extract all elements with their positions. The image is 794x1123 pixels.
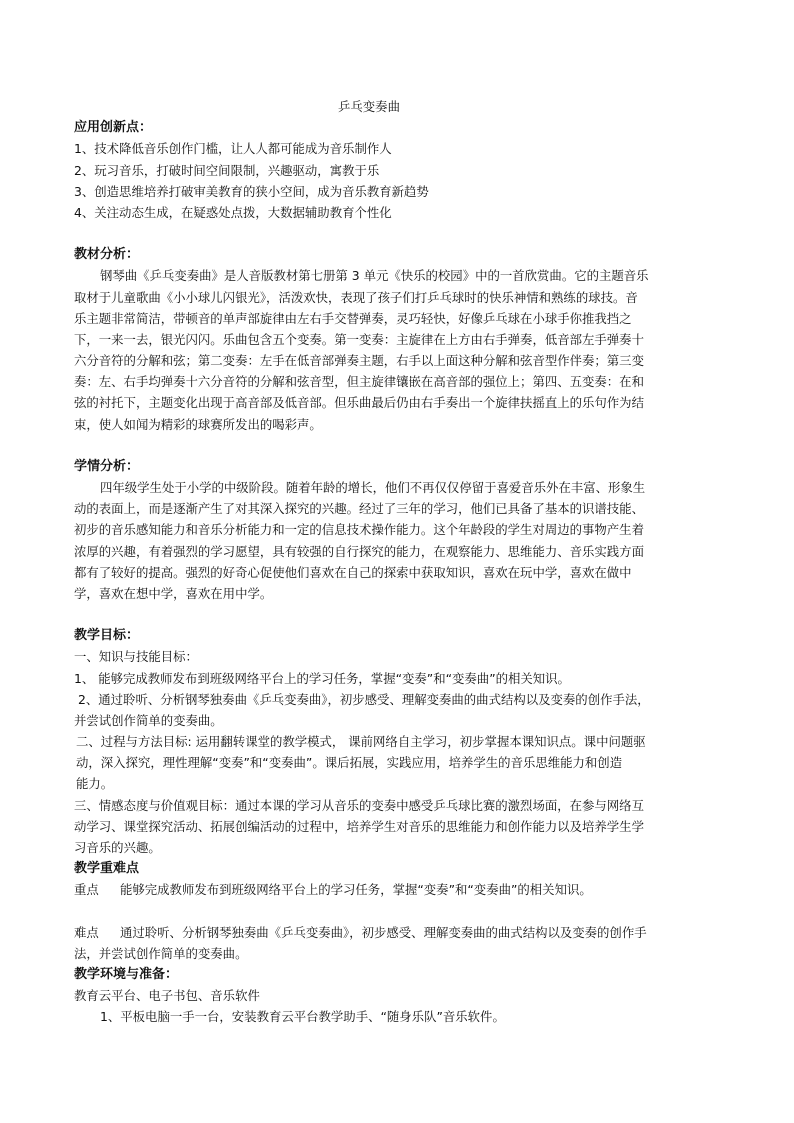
environment-line: 1、平板电脑一手一台，安装教育云平台教学助手、“随身乐队”音乐软件。 bbox=[100, 1009, 505, 1025]
environment-line: 教育云平台、电子书包、音乐软件 bbox=[74, 988, 260, 1004]
process-goal: 二、过程与方法目标: 运用翻转课堂的教学模式， 课前网络自主学习，初步掌握本课知识点。课中问题驱 bbox=[76, 734, 646, 750]
material-line: 弦的衬托下，主题变化出现于高音部及低音部。但乐曲最后仍由右手奏出一个旋律扶摇直上的乐句作为结 bbox=[74, 395, 644, 411]
spacer bbox=[74, 901, 734, 922]
key-point-text: 能够完成教师发布到班级网络平台上的学习任务，掌握“变奏”和“变奏曲”的相关知识。 bbox=[120, 882, 592, 898]
innovation-item: 2、玩习音乐，打破时间空间限制，兴趣驱动，寓教于乐 bbox=[74, 162, 380, 178]
innovation-item: 4、关注动态生成，在疑惑处点拨，大数据辅助教育个性化 bbox=[74, 204, 392, 220]
goals-heading: 教学目标： bbox=[74, 628, 140, 644]
process-goal-cont: 动，深入探究，理性理解“变奏”和“变奏曲”。课后拓展，实践应用，培养学生的音乐思维能力和创造 bbox=[76, 755, 623, 771]
emotion-goal: 三、情感态度与价值观目标：通过本课的学习从音乐的变奏中感受乒乓球比赛的激烈场面，在参与网络互 bbox=[74, 797, 644, 813]
students-line: 都有了较好的提高。强烈的好奇心促使他们喜欢在自己的探索中获取知识，喜欢在玩中学，喜欢在做中 bbox=[74, 564, 632, 580]
key-point-label: 重点 bbox=[74, 882, 99, 898]
students-line: 动的表面上，而是逐渐产生了对其深入探究的兴趣。经过了三年的学习，他们已具备了基本的识谱技能、 bbox=[74, 501, 644, 517]
difficult-point-text: 通过聆听、分析钢琴独奏曲《乒乓变奏曲》，初步感受、理解变奏曲的曲式结构以及变奏的创作手 bbox=[120, 924, 647, 940]
knowledge-goal-2: 2、通过聆听、分析钢琴独奏曲《乒乓变奏曲》，初步感受、理解变奏曲的曲式结构以及变奏的创作手法， bbox=[78, 691, 650, 707]
emotion-goal-cont: 习音乐的兴趣。 bbox=[74, 840, 161, 855]
innovation-item: 3、创造思维培养打破审美教育的狭小空间，成为音乐教育新趋势 bbox=[74, 183, 429, 199]
key-point-row bbox=[74, 879, 734, 900]
material-line: 束，使人如闻为精彩的球赛所发出的喝彩声。 bbox=[74, 416, 322, 432]
process-goal-cont: 能力。 bbox=[76, 776, 114, 792]
material-line: 六分音符的分解和弦；第二变奏：左手在低音部弹奏主题，右手以上面这种分解和弦音型作伴奏；第三变 bbox=[74, 353, 644, 369]
material-line: 下，一来一去，银光闪闪。乐曲包含五个变奏。第一变奏：主旋律在上方由右手弹奏，低音部左手弹奏十 bbox=[74, 331, 644, 347]
students-line: 浓厚的兴趣，有着强烈的学习愿望，具有较强的自行探究的能力，在观察能力、思维能力、音乐实践方面 bbox=[74, 543, 644, 559]
emotion-goal-cont: 动学习、课堂探究活动、拓展创编活动的过程中，培养学生对音乐的思维能力和创作能力以及培养学生学 bbox=[74, 818, 644, 834]
students-line: 学，喜欢在想中学，喜欢在用中学。 bbox=[74, 585, 273, 601]
knowledge-goal-2-cont: 并尝试创作简单的变奏曲。 bbox=[74, 712, 223, 728]
lesson-plan-document bbox=[74, 96, 734, 1028]
spacer bbox=[74, 435, 734, 456]
material-heading: 教材分析： bbox=[74, 247, 140, 263]
knowledge-heading: 一、知识与技能目标： bbox=[74, 649, 198, 665]
material-line: 乐主题非常简洁，带顿音的单声部旋律由左右手交替弹奏，灵巧轻快，好像乒乓球在小球手你推我挡之 bbox=[74, 310, 632, 326]
difficult-point-row bbox=[74, 922, 734, 943]
students-heading: 学情分析： bbox=[74, 458, 140, 474]
material-line: 钢琴曲《乒乓变奏曲》是人音版教材第七册第 3 单元《快乐的校园》中的一首欣赏曲。它的主题音乐 bbox=[100, 268, 649, 284]
knowledge-goal-1: 1、 能够完成教师发布到班级网络平台上的学习任务，掌握“变奏”和“变奏曲”的相关知识。 bbox=[74, 670, 570, 686]
students-line: 初步的音乐感知能力和音乐分析能力和一定的信息技术操作能力。这个年龄段的学生对周边的事物产生着 bbox=[74, 522, 644, 538]
key-points-heading: 教学重难点 bbox=[74, 861, 140, 877]
innovation-heading: 应用创新点： bbox=[74, 120, 153, 136]
difficult-point-cont: 法，并尝试创作简单的变奏曲。 bbox=[74, 945, 248, 961]
material-line: 取材于儿童歌曲《小小球儿闪银光》，活泼欢快，表现了孩子们打乒乓球时的快乐神情和熟练的球技。音 bbox=[74, 289, 638, 305]
students-line: 四年级学生处于小学的中级阶段。随着年龄的增长，他们不再仅仅停留于喜爱音乐外在丰富、形象生 bbox=[100, 480, 646, 495]
spacer bbox=[74, 223, 734, 244]
difficult-point-label: 难点 bbox=[74, 924, 99, 940]
innovation-item: 1、技术降低音乐创作门槛，让人人都可能成为音乐制作人 bbox=[74, 141, 392, 157]
spacer bbox=[74, 604, 734, 625]
material-line: 奏：左、右手均弹奏十六分音符的分解和弦音型，但主旋律镶嵌在高音部的强位上；第四、五变奏：在和 bbox=[74, 374, 644, 390]
environment-heading: 教学环境与准备： bbox=[74, 966, 179, 982]
document-title: 乒乓变奏曲 bbox=[338, 99, 400, 114]
